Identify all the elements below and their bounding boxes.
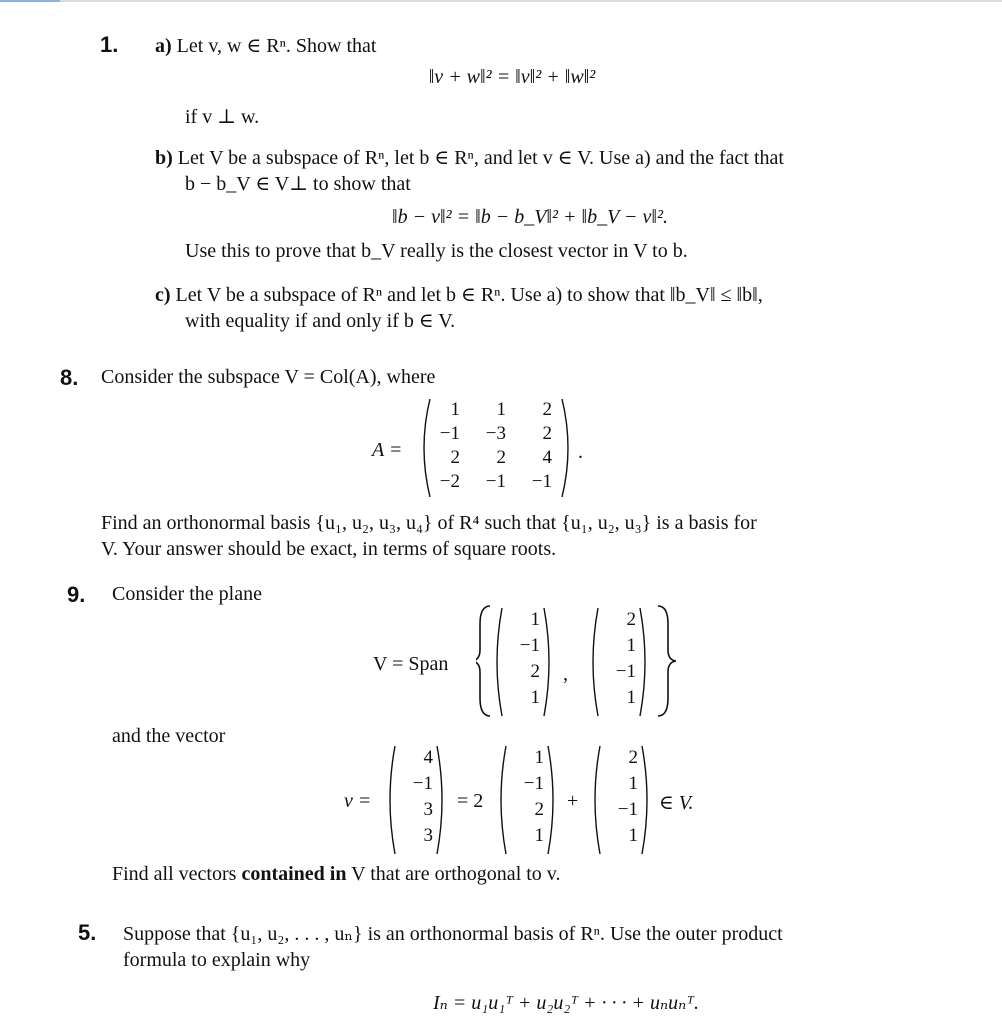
problem9-question-pre: Find all vectors [112, 863, 242, 885]
problem1c-line1 [155, 282, 763, 307]
problem1c-label: c) [155, 284, 171, 306]
v-label: v = [344, 790, 372, 812]
v-component-1-entry: 2 [534, 799, 544, 820]
and-the-vector: and the vector [112, 725, 226, 747]
span-comma: , [563, 663, 568, 685]
v-component-2-entry: 1 [628, 773, 638, 794]
problem1b-line3: Use this to prove that b_V really is the closest vector in V to b. [185, 240, 688, 262]
v-component-2 [588, 744, 654, 856]
v-component-2-entry: 1 [628, 825, 638, 846]
v-component-1-entry: −1 [523, 773, 544, 794]
equals-two: = 2 [457, 790, 484, 812]
problem1c-line2: with equality if and only if b ∈ V. [185, 310, 456, 332]
span-vector-2-entry: 2 [626, 609, 636, 630]
problem1a-label: a) [155, 35, 172, 57]
v-vector-entry: −1 [412, 773, 433, 794]
span-vector-1-entry: 1 [530, 609, 540, 630]
problem1b-line1 [155, 145, 784, 170]
v-vector-entry: 4 [423, 747, 433, 768]
problem1a-equation: ‖v + w‖² = ‖v‖² + ‖w‖² [428, 66, 596, 88]
top-divider [0, 0, 1002, 2]
problem5-line1: Suppose that {u₁, u₂, . . . , uₙ} is an orthonormal basis of Rⁿ. Use the outer product [123, 923, 783, 945]
problem9-question-post: V that are orthogonal to v. [346, 863, 561, 885]
span-vector-2-entry: −1 [615, 661, 636, 682]
span-vector-2-entry: 1 [626, 687, 636, 708]
problem5-line2: formula to explain why [123, 949, 311, 971]
matrix-a-cell: −1 [439, 423, 460, 444]
problem8-line1: Find an orthonormal basis {u₁, u₂, u₃, u₄} of R⁴ such that {u₁, u₂, u₃} is a basis for [101, 512, 757, 534]
matrix-a-cell: 2 [450, 447, 460, 468]
v-component-2-entry: −1 [617, 799, 638, 820]
matrix-a [416, 397, 576, 499]
span-vector-2-entry: 1 [626, 635, 636, 656]
problem1b-label: b) [155, 147, 173, 169]
problem1-number: 1. [100, 32, 119, 57]
top-divider-accent [0, 0, 60, 2]
problem9-number: 9. [67, 582, 86, 607]
problem1b-line2: b − b_V ∈ V⊥ to show that [185, 173, 411, 195]
problem5-number: 5. [78, 920, 97, 945]
span-label: V = Span [373, 653, 449, 675]
problem1a-condition: if v ⊥ w. [185, 106, 260, 128]
v-vector-entry: 3 [423, 799, 433, 820]
problem8-line2: V. Your answer should be exact, in terms of square roots. [101, 538, 557, 560]
v-component-2-entry: 2 [628, 747, 638, 768]
matrix-a-cell: 1 [496, 399, 506, 420]
matrix-a-cell: −2 [439, 471, 460, 492]
v-vector-entry: 3 [423, 825, 433, 846]
problem1a-statement: Let v, w ∈ Rⁿ. Show that [176, 35, 377, 57]
matrix-a-cell: 4 [542, 447, 552, 468]
matrix-a-cell: −3 [485, 423, 506, 444]
v-component-1-entry: 1 [534, 747, 544, 768]
problem8-number: 8. [60, 365, 79, 390]
plus-sign: + [567, 790, 579, 812]
v-component-1-entry: 1 [534, 825, 544, 846]
problem9-question-bold: contained in [241, 863, 347, 885]
problem1b-text1: Let V be a subspace of Rⁿ, let b ∈ Rⁿ, and let v ∈ V. Use a) and the fact that [177, 147, 784, 169]
matrix-a-cell: −1 [485, 471, 506, 492]
span-vector-1 [490, 606, 556, 718]
problem1a-text [155, 33, 376, 58]
v-vector [383, 744, 449, 856]
span-vector-1-entry: 1 [530, 687, 540, 708]
problem1b-equation: ‖b − v‖² = ‖b − b_V‖² + ‖b_V − v‖². [392, 206, 668, 228]
matrix-a-cell: 2 [542, 399, 552, 420]
in-v: ∈ V. [659, 792, 694, 814]
matrix-a-label: A = [372, 439, 403, 461]
matrix-a-cell: 1 [450, 399, 460, 420]
problem5-equation: Iₙ = u₁u₁ᵀ + u₂u₂ᵀ + · · · + uₙuₙᵀ. [433, 992, 699, 1014]
span-vector-1-entry: −1 [519, 635, 540, 656]
problem9-question [112, 863, 561, 886]
matrix-a-cell: 2 [542, 423, 552, 444]
problem8-intro: Consider the subspace V = Col(A), where [101, 366, 436, 388]
span-vector-1-entry: 2 [530, 661, 540, 682]
matrix-a-cell: 2 [496, 447, 506, 468]
problem9-intro: Consider the plane [112, 583, 262, 605]
span-vector-2 [586, 606, 652, 718]
problem1c-text1: Let V be a subspace of Rⁿ and let b ∈ Rⁿ. Use a) to show that ‖b_V‖ ≤ ‖b‖, [175, 284, 763, 306]
matrix-a-period: . [578, 441, 583, 463]
matrix-a-cell: −1 [531, 471, 552, 492]
v-component-1 [494, 744, 560, 856]
